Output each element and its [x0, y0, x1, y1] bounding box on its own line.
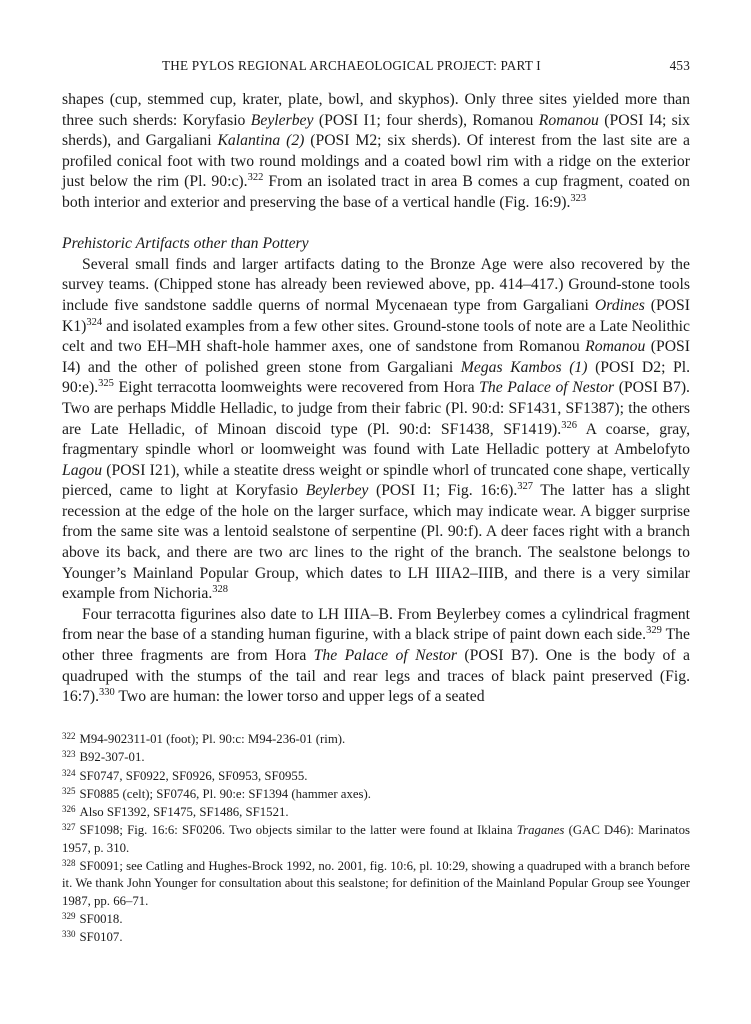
footnote-number: 328 [62, 858, 76, 869]
footnote [62, 749, 690, 766]
footnote-ref: 323 [570, 192, 587, 204]
text-run: From an isolated tract in area B comes a cup fragment, coated on both interior and exterior and preserving the base of a vertical handle (Fig. 16:9). [62, 173, 690, 211]
footnote-number: 330 [62, 929, 76, 940]
text-run: (POSI I4) and the other of polished green stone from Gargaliani [62, 338, 690, 376]
site-name: Lagou [62, 461, 103, 479]
text-run: Several small finds and larger artifacts dating to the Bronze Age were also recovered by the survey teams. (Chipped stone has already been reviewed above, pp. 414–417.) Ground-stone tools include five sandstone saddle querns of normal Mycenaean type from Gargaliani [62, 255, 690, 314]
footnote-text: SF0018. [79, 911, 123, 926]
footnote-number: 329 [62, 910, 76, 921]
footnote [62, 731, 690, 748]
text-run: (POSI B7). Two are perhaps Middle Helladic, to judge from their fabric (Pl. 90:d: SF1431, SF1387); the others are Late Helladic, of Minoan discoid type (Pl. 90:d: SF1438, SF1419). [62, 379, 690, 438]
text-run: The other three fragments are from Hora [62, 626, 690, 665]
running-title: THE PYLOS REGIONAL ARCHAEOLOGICAL PROJECT: PART I [162, 58, 541, 73]
footnote [62, 822, 690, 857]
site-name: Romanou [585, 338, 646, 356]
footnote-ref: 328 [212, 584, 229, 596]
site-name: Traganes [516, 823, 565, 838]
footnote-text: B92-307-01. [79, 750, 145, 765]
footnote-ref: 325 [98, 378, 114, 390]
footnote-ref: 326 [561, 419, 577, 431]
site-name: Beylerbey [305, 482, 369, 500]
running-header [62, 58, 690, 78]
site-name: Beylerbey [250, 111, 314, 129]
footnote-text: (GAC D46): Marinatos 1957, p. 310. [62, 823, 690, 855]
main-text [62, 90, 690, 708]
site-name: Kalantina (2) [217, 132, 305, 150]
footnote-number: 324 [62, 767, 76, 778]
site-name: Ordines [594, 296, 645, 314]
footnote-ref: 327 [517, 481, 534, 493]
footnote [62, 768, 690, 785]
text-run: Four terracotta figurines also date to LH IIIA–B. From Beylerbey comes a cylindrical fragment from near the base of a standing human figurine, with a black stripe of paint down each side. [62, 605, 690, 644]
footnote-number: 322 [62, 731, 76, 741]
footnote [62, 804, 690, 821]
text-run: (POSI M2; six sherds). Of interest from the last site are a profiled conical foot with two round moldings and a coated bowl rim with a ridge on the exterior just below the rim (Pl. 90:c). [62, 132, 690, 191]
footnote-number: 327 [62, 822, 76, 833]
footnote-ref: 324 [86, 316, 103, 328]
text-run: shapes (cup, stemmed cup, krater, plate, bowl, and skyphos). Only three sites yielded more than three such sherds: Koryfasio [62, 91, 690, 129]
footnote-number: 323 [62, 749, 76, 760]
footnotes [62, 731, 690, 947]
text-run: A coarse, gray, fragmentary spindle whorl or loomweight was found with Late Helladic pottery at Ambelofyto [62, 420, 691, 459]
text-run: (POSI I1; Fig. 16:6). [368, 482, 518, 500]
footnote-text: Also SF1392, SF1475, SF1486, SF1521. [79, 805, 289, 820]
footnote [62, 858, 690, 910]
text-run: (POSI D2; Pl. 90:e). [62, 358, 691, 397]
text-run: The latter has a slight recession at the edge of the hole on the larger surface, which may indicate wear. A bigger surprise from the same site was a lentoid sealstone of serpentine (Pl. 90:f). A deer faces right with a branch above its back, and there are two arc lines to the right of the branch. The sealstone belongs to Younger’s Mainland Popular Group, which dates to LH IIIA2–IIIB, and there is a very similar example from Nichoria. [62, 482, 690, 603]
footnote-text: SF0107. [79, 930, 123, 945]
paragraph-3 [62, 605, 690, 708]
footnote-text: SF1098; Fig. 16:6: SF0206. Two objects similar to the latter were found at Iklaina [79, 823, 517, 838]
footnote-ref: 322 [247, 172, 264, 184]
footnote [62, 786, 690, 803]
text-run: (POSI I1; four sherds), Romanou [313, 111, 539, 129]
site-name: Romanou [538, 111, 599, 129]
site-name: Megas Kambos (1) [460, 358, 588, 376]
footnote [62, 929, 690, 946]
text-run: (POSI I4; six sherds), and Gargaliani [62, 111, 690, 150]
footnote-text: SF0091; see Catling and Hughes-Brock 1992, no. 2001, fig. 10:6, pl. 10:29, showing a quadruped with a branch before it. We thank John Younger for consultation about this sealstone; for definition of the Mainland Popular Group see Younger 1987, pp. 66–71. [62, 859, 690, 908]
text-run: (POSI B7). One is the body of a quadruped with the stumps of the tail and rear legs and traces of black paint preserved (Fig. 16:7). [62, 647, 690, 706]
text-run: (POSI I21), while a steatite dress weight or spindle whorl of truncated cone shape, vertically pierced, came to light at Koryfasio [62, 461, 690, 500]
footnote-text: SF0885 (celt); SF0746, Pl. 90:e: SF1394 (hammer axes). [79, 786, 371, 801]
text-run: (POSI K1) [62, 296, 690, 335]
paragraph-2 [62, 255, 690, 605]
footnote-ref: 329 [646, 625, 662, 637]
footnote-number: 325 [62, 785, 76, 796]
text-run: Two are human: the lower torso and upper legs of a seated [114, 688, 485, 706]
paragraph-1 [62, 90, 690, 214]
footnote-ref: 330 [99, 687, 115, 699]
section-subheading: Prehistoric Artifacts other than Pottery [62, 235, 309, 253]
page-number: 453 [669, 58, 690, 73]
site-name: The Palace of Nestor [479, 379, 615, 397]
text-run: Eight terracotta loomweights were recovered from Hora [113, 379, 480, 397]
footnote-text: SF0747, SF0922, SF0926, SF0953, SF0955. [79, 768, 308, 783]
footnote-number: 326 [62, 804, 76, 815]
site-name: The Palace of Nestor [313, 647, 457, 665]
footnote-text: M94-902311-01 (foot); Pl. 90:c: M94-236-01 (rim). [79, 732, 346, 746]
footnote [62, 911, 690, 928]
text-run: and isolated examples from a few other sites. Ground-stone tools of note are a Late Neolithic celt and two EH–MH shaft-hole hammer axes, one of sandstone from Romanou [62, 317, 690, 356]
